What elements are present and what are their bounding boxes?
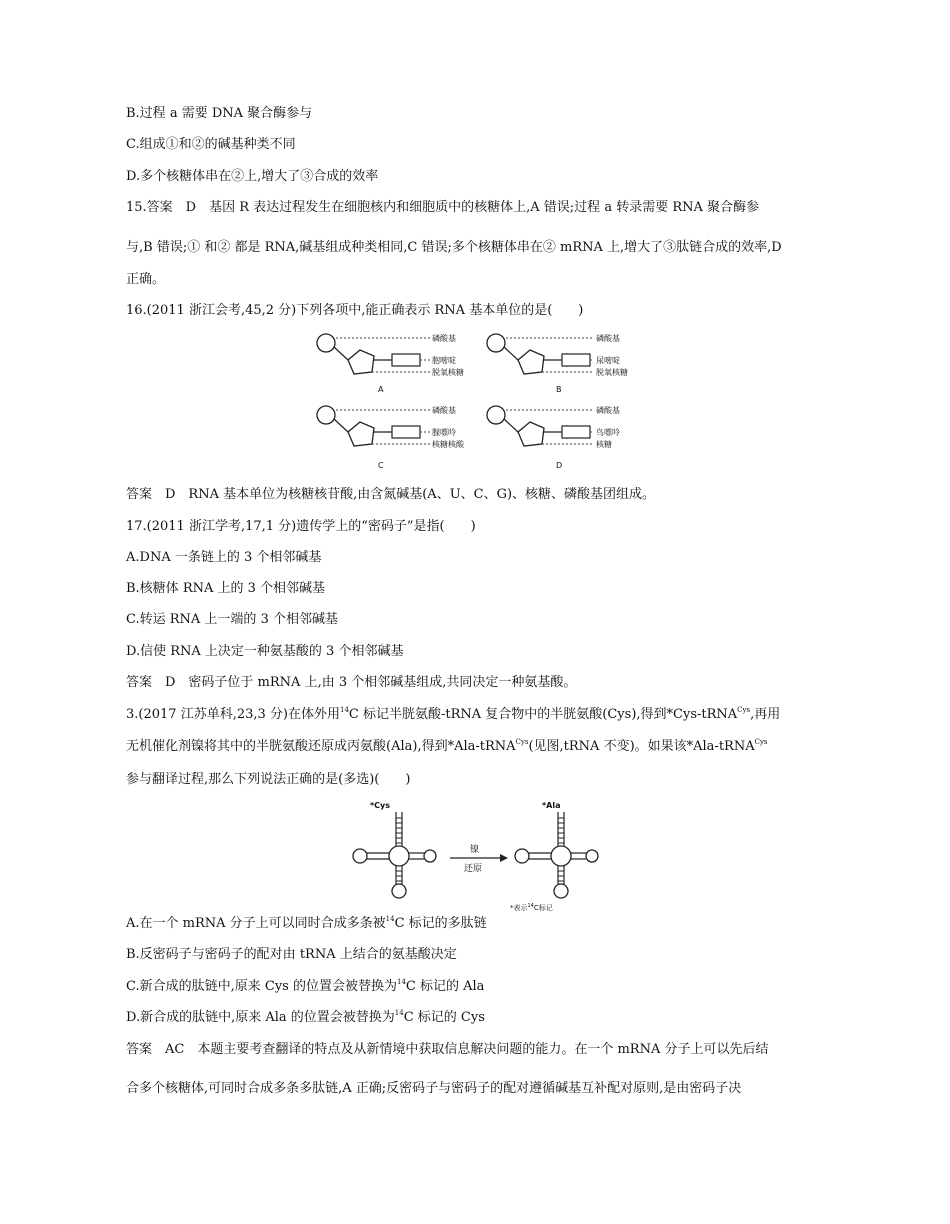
q3-option-c: C.新合成的肽链中,原来 Cys 的位置会被替换为$^{14}$C 标记的 Ala (126, 978, 485, 994)
nucleotide-a-letter: A (378, 385, 384, 394)
option-d-line: D.多个核糖体串在②上,增大了③合成的效率 (126, 169, 379, 184)
answer-17: 答案 D 密码子位于 mRNA 上,由 3 个相邻碱基组成,共同决定一种氨基酸。 (126, 675, 577, 690)
arrow-bottom-label: 还原 (464, 864, 483, 874)
nucleotide-figure (310, 330, 640, 480)
nucleotide-d-mid-label: 鸟嘌呤 (596, 428, 620, 437)
q17-option-c: C.转运 RNA 上一端的 3 个相邻碱基 (126, 612, 338, 627)
question-3-line-1: 3.(2017 江苏单科,23,3 分)在体外用$^{14}$C 标记半胱氨酸-tRNA 复合物中的半胱氨酸(Cys),得到*Cys-tRNA$^{Cys}$,再用 (126, 706, 781, 722)
nucleotide-c-mid-label: 腺嘌呤 (432, 428, 456, 437)
nucleotide-a-bot-label: 脱氧核糖 (432, 368, 464, 377)
answer-3-line-1: 答案 AC 本题主要考查翻译的特点及从新情境中获取信息解决问题的能力。在一个 mRNA 分子上可以先后结 (126, 1042, 769, 1057)
nucleotide-b-top-label: 磷酸基 (596, 334, 620, 343)
nucleotide-d-top-label: 磷酸基 (596, 406, 620, 415)
nucleotide-b-bot-label: 脱氧核糖 (596, 368, 628, 377)
superscript-cys: Cys (737, 706, 751, 714)
trna-caption: *表示$^{14}$C标记 (510, 903, 553, 912)
nucleotide-c-letter: C (378, 461, 384, 470)
superscript-14: 14 (339, 706, 349, 714)
answer-15-line-3: 正确。 (126, 272, 166, 287)
option-b-line: B.过程 a 需要 DNA 聚合酶参与 (126, 106, 313, 121)
nucleotide-a-top-label: 磷酸基 (432, 334, 456, 343)
answer-15-line-2: 与,B 错误;① 和② 都是 RNA,碱基组成种类相同,C 错误;多个核糖体串在② mRNA 上,增大了③肽链合成的效率,D (126, 240, 782, 255)
superscript-cys: Cys (754, 738, 768, 746)
nucleotide-b-mid-label: 尿嘧啶 (596, 356, 620, 365)
nucleotide-b (487, 333, 628, 394)
superscript-cys: Cys (515, 738, 529, 746)
answer-16: 答案 D RNA 基本单位为核糖核苷酸,由含氮碱基(A、U、C、G)、核糖、磷酸基团组成。 (126, 487, 656, 502)
trna-right-label: *Ala (542, 801, 561, 810)
question-16: 16.(2011 浙江会考,45,2 分)下列各项中,能正确表示 RNA 基本单位的是( ) (126, 303, 584, 318)
q17-option-a: A.DNA 一条链上的 3 个相邻碱基 (126, 550, 322, 565)
nucleotide-a-mid-label: 胞嘧啶 (432, 356, 456, 365)
superscript-14: 14 (396, 978, 406, 986)
trna-right (515, 801, 598, 898)
trna-left (353, 801, 436, 898)
nucleotide-d (487, 405, 620, 470)
nucleotide-d-bot-label: 核糖 (596, 440, 612, 449)
arrow-top-label: 镍 (470, 845, 480, 855)
question-3-line-3: 参与翻译过程,那么下列说法正确的是(多选)( ) (126, 772, 411, 787)
nucleotide-c-bot-label: 核糖核酸 (432, 440, 464, 449)
q17-option-b: B.核糖体 RNA 上的 3 个相邻碱基 (126, 581, 326, 596)
nucleotide-a (317, 333, 464, 394)
question-3-line-2: 无机催化剂镍将其中的半胱氨酸还原成丙氨酸(Ala),得到*Ala-tRNA$^{Cys}$(见图,tRNA 不变)。如果该*Ala-tRNA$^{Cys}$ (126, 738, 768, 754)
trna-figure (350, 798, 600, 914)
nucleotide-c-top-label: 磷酸基 (432, 406, 456, 415)
nucleotide-c (317, 405, 465, 470)
trna-left-label: *Cys (370, 801, 391, 810)
q17-option-d: D.信使 RNA 上决定一种氨基酸的 3 个相邻碱基 (126, 644, 404, 659)
superscript-14: 14 (385, 915, 395, 923)
nucleotide-d-letter: D (556, 461, 563, 470)
superscript-14: 14 (394, 1009, 404, 1017)
answer-15-line-1: 15.答案 D 基因 R 表达过程发生在细胞核内和细胞质中的核糖体上,A 错误;过程 a 转录需要 RNA 聚合酶参 (126, 200, 760, 215)
option-c-line: C.组成①和②的碱基种类不同 (126, 137, 296, 152)
q3-option-b: B.反密码子与密码子的配对由 tRNA 上结合的氨基酸决定 (126, 947, 457, 962)
nucleotide-b-letter: B (556, 385, 562, 394)
question-17: 17.(2011 浙江学考,17,1 分)遗传学上的“密码子”是指( ) (126, 519, 476, 534)
q3-option-a: A.在一个 mRNA 分子上可以同时合成多条被$^{14}$C 标记的多肽链 (126, 915, 487, 931)
answer-3-line-2: 合多个核糖体,可同时合成多条多肽链,A 正确;反密码子与密码子的配对遵循碱基互补配对原则,是由密码子决 (126, 1081, 742, 1096)
q3-option-d: D.新合成的肽链中,原来 Ala 的位置会被替换为$^{14}$C 标记的 Cys (126, 1009, 485, 1025)
